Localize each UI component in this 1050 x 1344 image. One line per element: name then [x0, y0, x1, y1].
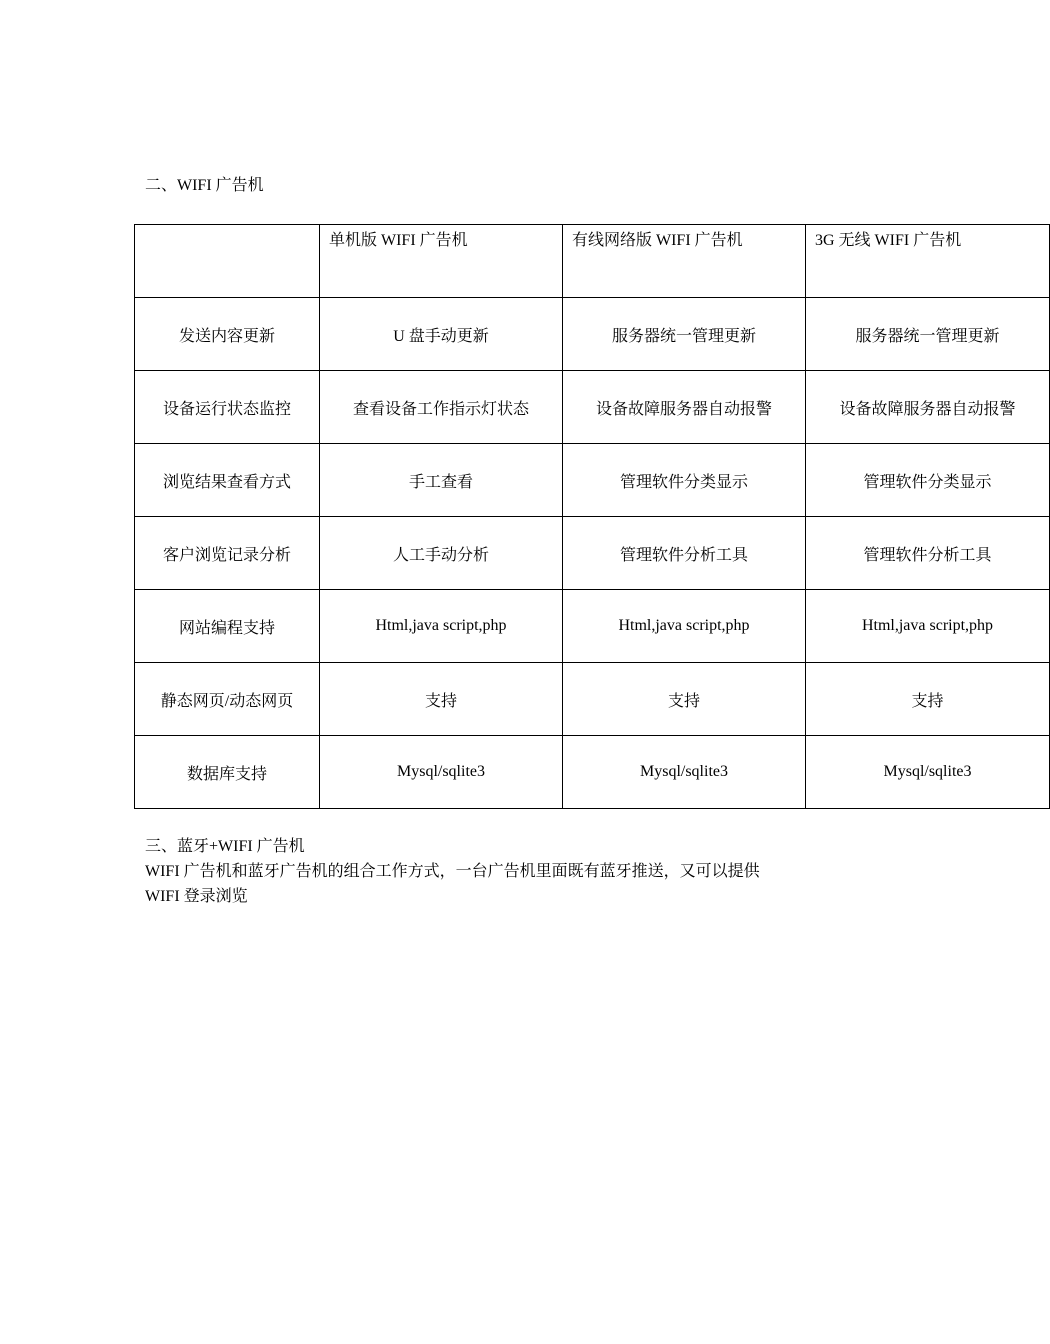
table-cell: 支持: [806, 663, 1050, 736]
table-cell: 服务器统一管理更新: [806, 298, 1050, 371]
table-header-cell: 3G 无线 WIFI 广告机: [806, 225, 1050, 298]
table-row: [135, 663, 1050, 736]
table-cell: 服务器统一管理更新: [563, 298, 806, 371]
table-cell: U 盘手动更新: [320, 298, 563, 371]
table-header-cell: 单机版 WIFI 广告机: [320, 225, 563, 298]
table-row-label: 浏览结果查看方式: [135, 444, 320, 517]
table-cell: Mysql/sqlite3: [320, 736, 563, 809]
section-3-title: 三、蓝牙+WIFI 广告机: [145, 838, 305, 855]
table-header-cell: 有线网络版 WIFI 广告机: [563, 225, 806, 298]
table-cell: 人工手动分析: [320, 517, 563, 590]
table-row: [135, 444, 1050, 517]
table-row: [135, 298, 1050, 371]
table-row: [135, 517, 1050, 590]
section-2-title: 二、WIFI 广告机: [145, 177, 264, 194]
table-header-cell: [135, 225, 320, 298]
table-cell: 设备故障服务器自动报警: [806, 371, 1050, 444]
table-cell: 管理软件分类显示: [806, 444, 1050, 517]
table-row-label: 发送内容更新: [135, 298, 320, 371]
table-cell: 管理软件分析工具: [563, 517, 806, 590]
comparison-table: [134, 224, 1050, 809]
table-cell: 管理软件分析工具: [806, 517, 1050, 590]
table-cell: 管理软件分类显示: [563, 444, 806, 517]
table-row-label: 数据库支持: [135, 736, 320, 809]
table-cell: 查看设备工作指示灯状态: [320, 371, 563, 444]
table-cell: 设备故障服务器自动报警: [563, 371, 806, 444]
section-3-body-line: WIFI 登录浏览: [145, 888, 248, 905]
table-row-label: 静态网页/动态网页: [135, 663, 320, 736]
table-cell: 支持: [563, 663, 806, 736]
table-row-label: 客户浏览记录分析: [135, 517, 320, 590]
section-3-body-line: WIFI 广告机和蓝牙广告机的组合工作方式，一台广告机里面既有蓝牙推送，又可以提供: [145, 863, 760, 880]
table-cell: Html,java script,php: [806, 590, 1050, 663]
table-cell: Html,java script,php: [320, 590, 563, 663]
table-cell: Html,java script,php: [563, 590, 806, 663]
table-row-label: 网站编程支持: [135, 590, 320, 663]
table-cell: 手工查看: [320, 444, 563, 517]
table-cell: Mysql/sqlite3: [806, 736, 1050, 809]
table-row-label: 设备运行状态监控: [135, 371, 320, 444]
table-row: [135, 736, 1050, 809]
comparison-table-container: [134, 224, 1016, 809]
table-row: [135, 590, 1050, 663]
table-header-row: [135, 225, 1050, 298]
table-row: [135, 371, 1050, 444]
section-3: [145, 834, 825, 909]
table-cell: Mysql/sqlite3: [563, 736, 806, 809]
table-cell: 支持: [320, 663, 563, 736]
